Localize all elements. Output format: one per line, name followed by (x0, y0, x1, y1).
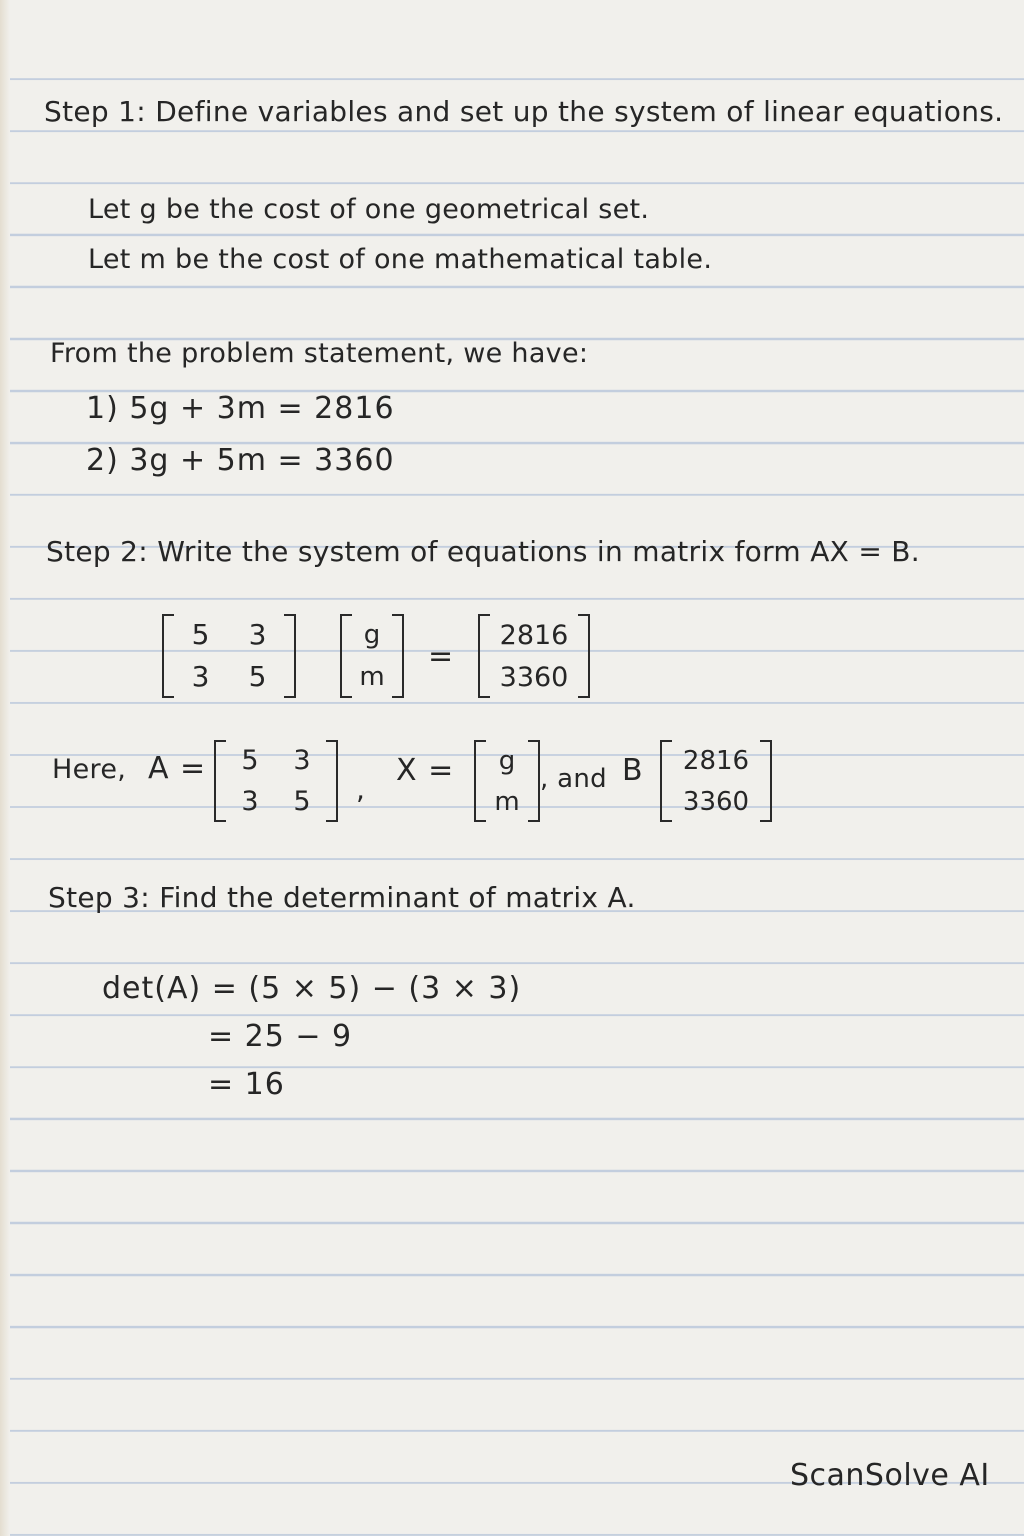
vector-x-cell: g (498, 745, 516, 776)
comma-separator: , (356, 773, 365, 806)
matrix-a-cell: 5 (191, 618, 210, 651)
vector-b-inline (660, 740, 772, 822)
step2-heading: Step 2: Write the system of equations in matrix form AX = B. (46, 535, 921, 568)
let-g-text: Let g be the cost of one geometrical set. (88, 194, 650, 225)
vector-x-display (340, 614, 404, 698)
and-label: , and (540, 764, 607, 794)
equals-sign: = (428, 639, 454, 674)
vector-x-cell: m (359, 662, 385, 692)
matrix-a-cell: 3 (241, 786, 259, 817)
vector-b-cell: 3360 (682, 786, 750, 817)
vector-x-cell: m (494, 786, 520, 817)
let-m-text: Let m be the cost of one mathematical table. (88, 244, 713, 275)
determinant-line-2: = 25 − 9 (208, 1019, 353, 1054)
vector-x-inline (474, 740, 540, 822)
matrix-a-cell: 5 (241, 745, 259, 776)
vector-x-cell: g (363, 620, 381, 650)
matrix-a-inline (214, 740, 338, 822)
problem-statement-text: From the problem statement, we have: (50, 338, 589, 369)
step3-heading: Step 3: Find the determinant of matrix A. (48, 881, 636, 914)
matrix-a-cell: 5 (248, 660, 267, 693)
equation-2: 2) 3g + 5m = 3360 (86, 443, 395, 478)
here-label: Here, (52, 754, 127, 785)
vector-b-display (478, 614, 590, 698)
vector-b-cell: 2816 (499, 619, 569, 651)
notebook-margin (0, 0, 10, 1536)
x-equals-label: X = (396, 753, 455, 788)
vector-b-cell: 3360 (499, 661, 569, 693)
matrix-a-cell: 3 (191, 660, 210, 693)
matrix-a-cell: 3 (248, 618, 267, 651)
b-label: B (622, 753, 644, 788)
matrix-a-display (162, 614, 296, 698)
matrix-a-cell: 5 (293, 786, 311, 817)
equation-1: 1) 5g + 3m = 2816 (86, 391, 395, 426)
determinant-line-3: = 16 (208, 1067, 285, 1102)
step1-heading: Step 1: Define variables and set up the system of linear equations. (44, 95, 1004, 128)
brand-watermark: ScanSolve AI (790, 1458, 990, 1493)
matrix-a-cell: 3 (293, 745, 311, 776)
a-equals-label: A = (148, 751, 207, 786)
determinant-line-1: det(A) = (5 × 5) − (3 × 3) (102, 971, 522, 1006)
vector-b-cell: 2816 (682, 745, 750, 776)
